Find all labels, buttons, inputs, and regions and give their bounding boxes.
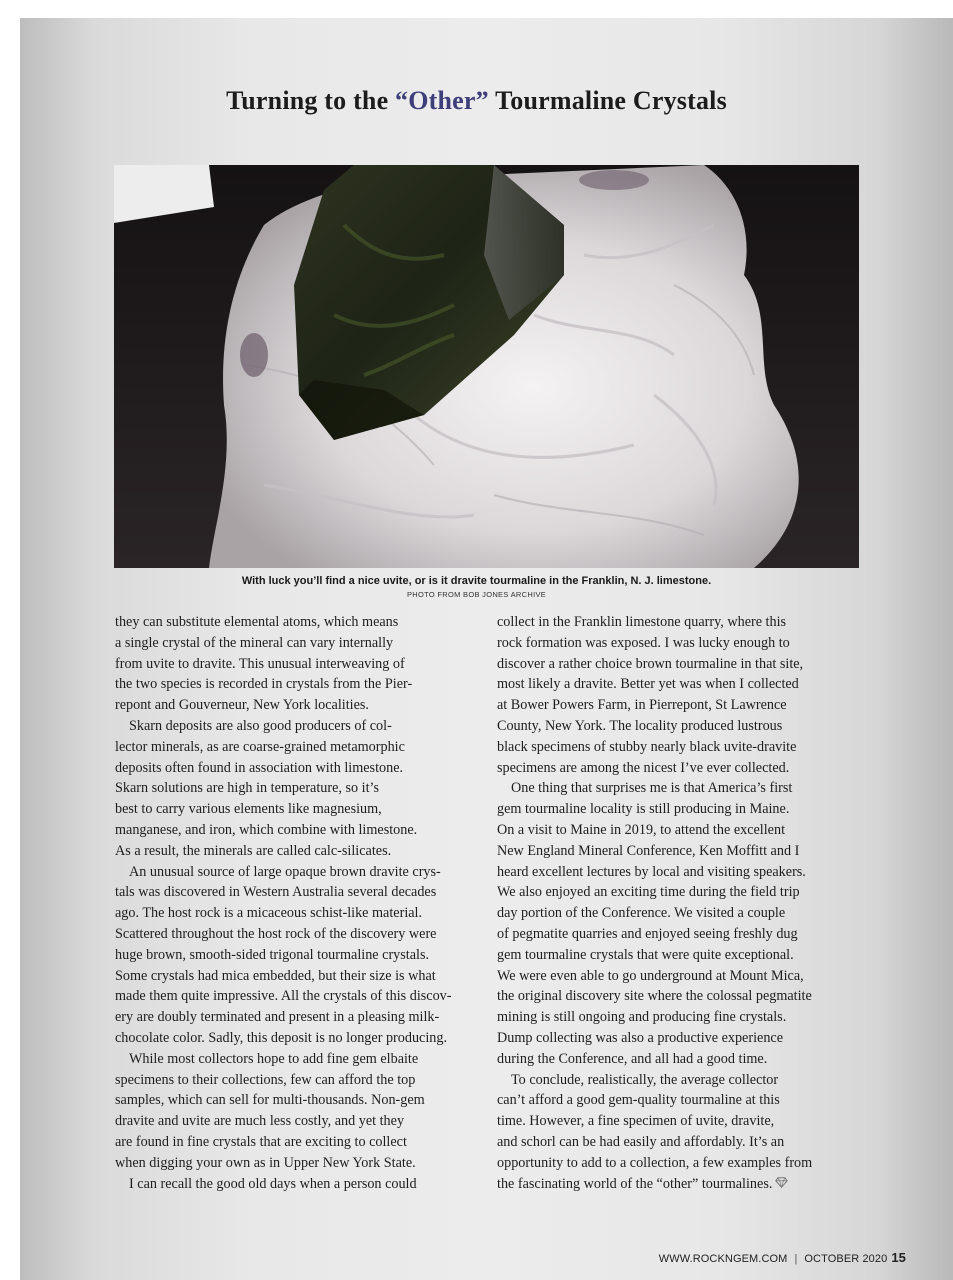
paragraph — [115, 1049, 485, 1174]
text-line: To conclude, realistically, the average collector — [511, 1071, 779, 1088]
text-line: the two species is recorded in crystals from the Pier- — [115, 676, 413, 693]
text-line: best to carry various elements like magnesium, — [115, 801, 382, 818]
text-line: New England Mineral Conference, Ken Moffitt and I — [497, 842, 800, 859]
text-line: County, New York. The locality produced lustrous — [497, 717, 783, 734]
text-line: samples, which can sell for multi-thousands. Non-gem — [115, 1092, 425, 1109]
title-highlight: “Other” — [395, 86, 489, 115]
text-line: deposits often found in association with limestone. — [115, 759, 404, 776]
text-line — [497, 1174, 867, 1195]
text-line: specimens are among the nicest I’ve ever collected. — [497, 759, 790, 776]
text-line: most likely a dravite. Better yet was when I collected — [497, 676, 799, 693]
last-line-text: the fascinating world of the “other” tourmalines. — [497, 1175, 773, 1192]
text-line: mining is still ongoing and producing fine crystals. — [497, 1009, 787, 1026]
text-line: ago. The host rock is a micaceous schist-like material. — [115, 905, 423, 922]
text-line: We were even able to go underground at Mount Mica, — [497, 967, 804, 984]
text-line: gem tourmaline crystals that were quite exceptional. — [497, 946, 794, 963]
text-line: Scattered throughout the host rock of the discovery were — [115, 925, 437, 942]
text-line: a single crystal of the mineral can vary internally — [115, 634, 394, 651]
text-line: Skarn solutions are high in temperature, so it’s — [115, 780, 379, 797]
text-line: Some crystals had mica embedded, but their size is what — [115, 967, 436, 984]
text-line: can’t afford a good gem-quality tourmaline at this — [497, 1092, 780, 1109]
text-line: of pegmatite quarries and enjoyed seeing freshly dug — [497, 925, 798, 942]
text-line: are found in fine crystals that are exciting to collect — [115, 1133, 407, 1150]
text-line: manganese, and iron, which combine with limestone. — [115, 821, 418, 838]
text-line: during the Conference, and all had a good time. — [497, 1050, 768, 1067]
text-line: dravite and uvite are much less costly, and yet they — [115, 1113, 405, 1130]
text-line: Dump collecting was also a productive experience — [497, 1029, 784, 1046]
text-line: tals was discovered in Western Australia several decades — [115, 884, 437, 901]
text-line: and schorl can be had easily and affordably. It’s an — [497, 1133, 785, 1150]
left-column — [115, 612, 485, 1194]
text-line: lector minerals, as are coarse-grained metamorphic — [115, 738, 405, 755]
title-post: Tourmaline Crystals — [488, 86, 727, 115]
text-line: I can recall the good old days when a person could — [129, 1175, 417, 1192]
text-line: heard excellent lectures by local and visiting speakers. — [497, 863, 806, 880]
paragraph — [497, 1070, 867, 1195]
paragraph — [115, 1174, 485, 1195]
text-line: While most collectors hope to add fine gem elbaite — [129, 1050, 419, 1067]
paragraph — [115, 612, 485, 716]
text-line: time. However, a fine specimen of uvite, dravite, — [497, 1113, 775, 1130]
text-line: gem tourmaline locality is still producing in Maine. — [497, 801, 790, 818]
right-column — [497, 612, 867, 1195]
article-title — [0, 86, 953, 116]
text-line: Skarn deposits are also good producers of col- — [129, 717, 392, 734]
text-line: black specimens of stubby nearly black uvite-dravite — [497, 738, 797, 755]
paragraph — [115, 862, 485, 1049]
website-url: WWW.ROCKNGEM.COM — [658, 1253, 788, 1265]
text-line: specimens to their collections, few can afford the top — [115, 1071, 416, 1088]
text-line: chocolate color. Sadly, this deposit is no longer producing. — [115, 1029, 448, 1046]
text-line: collect in the Franklin limestone quarry, where this — [497, 614, 787, 630]
text-line: ery are doubly terminated and present in a pleasing milk- — [115, 1009, 440, 1026]
text-line: they can substitute elemental atoms, which means — [115, 614, 399, 630]
text-line: We also enjoyed an exciting time during the field trip — [497, 884, 800, 901]
text-line: On a visit to Maine in 2019, to attend the excellent — [497, 821, 786, 838]
text-line: opportunity to add to a collection, a few examples from — [497, 1154, 813, 1171]
tourmaline-photo — [114, 165, 859, 568]
title-pre: Turning to the — [226, 86, 396, 115]
text-line: when digging your own as in Upper New York State. — [115, 1154, 416, 1171]
text-line: As a result, the minerals are called calc-silicates. — [115, 842, 392, 859]
page-footer — [659, 1250, 906, 1265]
text-line: repont and Gouverneur, New York localities. — [115, 697, 369, 714]
footer-separator: | — [794, 1253, 798, 1265]
photo-caption: With luck you’ll find a nice uvite, or is it dravite tourmaline in the Franklin, N. J. limestone. — [241, 575, 712, 587]
text-line: the original discovery site where the colossal pegmatite — [497, 988, 812, 1005]
text-line: rock formation was exposed. I was lucky enough to — [497, 634, 790, 651]
gem-icon — [775, 1174, 788, 1195]
issue-date: OCTOBER 2020 — [804, 1253, 888, 1265]
text-line: huge brown, smooth-sided trigonal tourmaline crystals. — [115, 946, 430, 963]
paragraph — [497, 612, 867, 778]
paragraph — [497, 778, 867, 1069]
text-line: day portion of the Conference. We visited a couple — [497, 905, 786, 922]
paragraph — [115, 716, 485, 862]
photo-credit: PHOTO FROM BOB JONES ARCHIVE — [406, 590, 547, 599]
text-line: made them quite impressive. All the crystals of this discov- — [115, 988, 452, 1005]
text-line: at Bower Powers Farm, in Pierrepont, St Lawrence — [497, 697, 787, 714]
text-line: An unusual source of large opaque brown dravite crys- — [129, 863, 441, 880]
page-number: 15 — [891, 1250, 906, 1265]
text-line: from uvite to dravite. This unusual interweaving of — [115, 655, 405, 672]
text-line: One thing that surprises me is that America’s first — [511, 780, 793, 797]
text-line: discover a rather choice brown tourmaline in that site, — [497, 655, 804, 672]
